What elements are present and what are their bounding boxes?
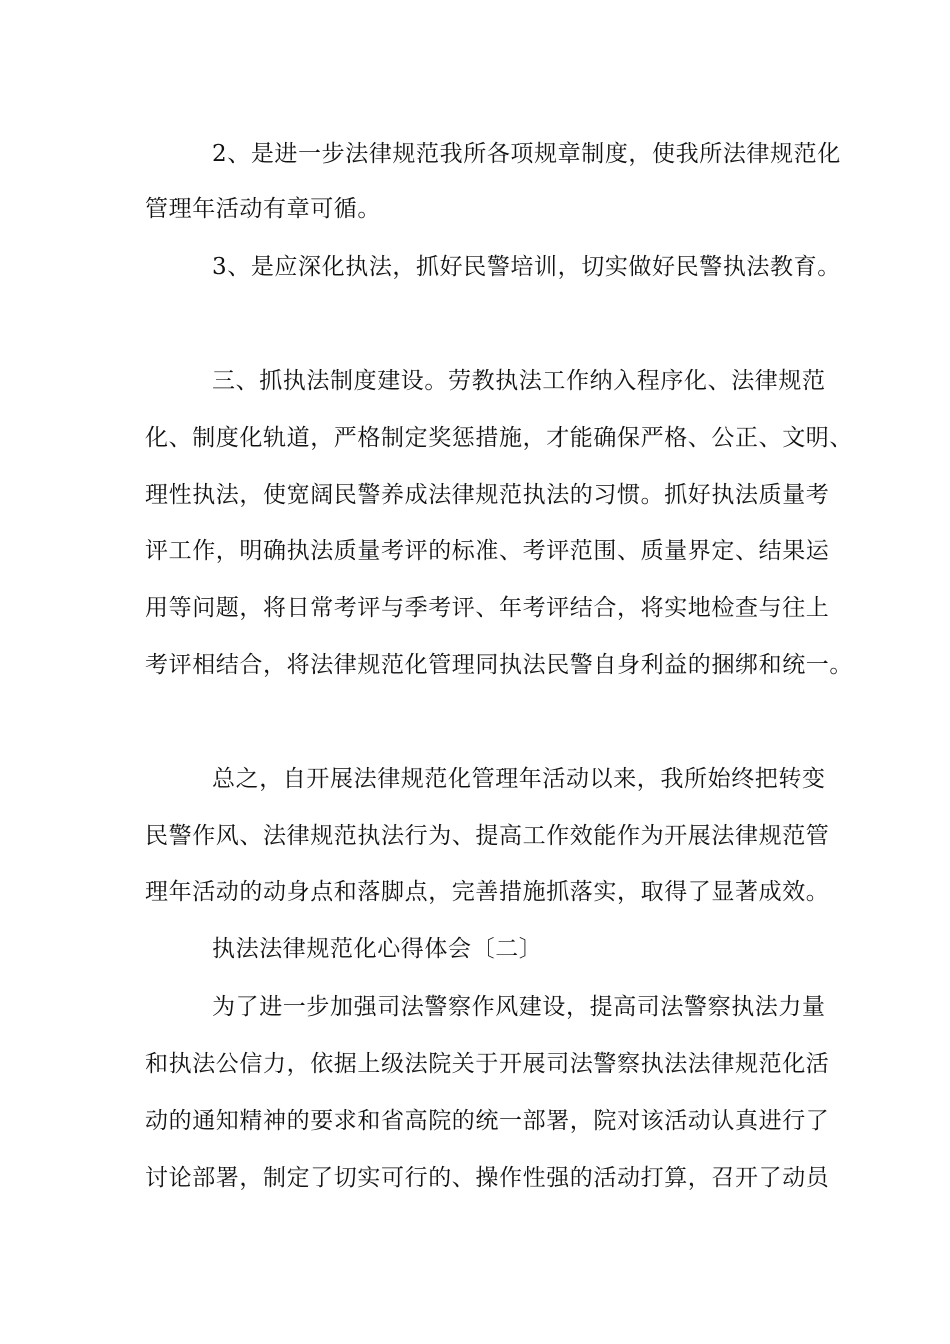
paragraph-line: 用等问题，将日常考评与季考评、年考评结合，将实地检查与往上: [145, 595, 830, 621]
paragraph-line: 3、是应深化执法，抓好民警培训，切实做好民警执法教育。: [212, 254, 841, 280]
paragraph-line: 理性执法，使宽阔民警养成法律规范执法的习惯。抓好执法质量考: [145, 482, 830, 508]
section-heading-line: 三、抓执法制度建设。劳教执法工作纳入程序化、法律规范: [212, 368, 826, 394]
paragraph-line: 讨论部署，制定了切实可行的、操作性强的活动打算，召开了动员: [145, 1165, 830, 1191]
paragraph-line: 2、是进一步法律规范我所各项规章制度，使我所法律规范化: [212, 141, 841, 167]
subtitle-line: 执法法律规范化心得体会〔二〕: [212, 936, 543, 962]
paragraph-line: 理年活动的动身点和落脚点，完善措施抓落实，取得了显著成效。: [145, 879, 830, 905]
paragraph-line: 考评相结合，将法律规范化管理同执法民警自身利益的捆绑和统一。: [145, 652, 853, 678]
paragraph-line: 为了进一步加强司法警察作风建设，提高司法警察执法力量: [212, 994, 826, 1020]
paragraph-line: 动的通知精神的要求和省高院的统一部署，院对该活动认真进行了: [145, 1108, 830, 1134]
paragraph-line: 和执法公信力，依据上级法院关于开展司法警察执法法律规范化活: [145, 1051, 830, 1077]
paragraph-line: 化、制度化轨道，严格制定奖惩措施，才能确保严格、公正、文明、: [145, 425, 853, 451]
paragraph-line: 评工作，明确执法质量考评的标准、考评范围、质量界定、结果运: [145, 538, 830, 564]
paragraph-line: 总之，自开展法律规范化管理年活动以来，我所始终把转变: [212, 766, 826, 792]
paragraph-line: 管理年活动有章可循。: [145, 196, 381, 222]
paragraph-line: 民警作风、法律规范执法行为、提高工作效能作为开展法律规范管: [145, 823, 830, 849]
